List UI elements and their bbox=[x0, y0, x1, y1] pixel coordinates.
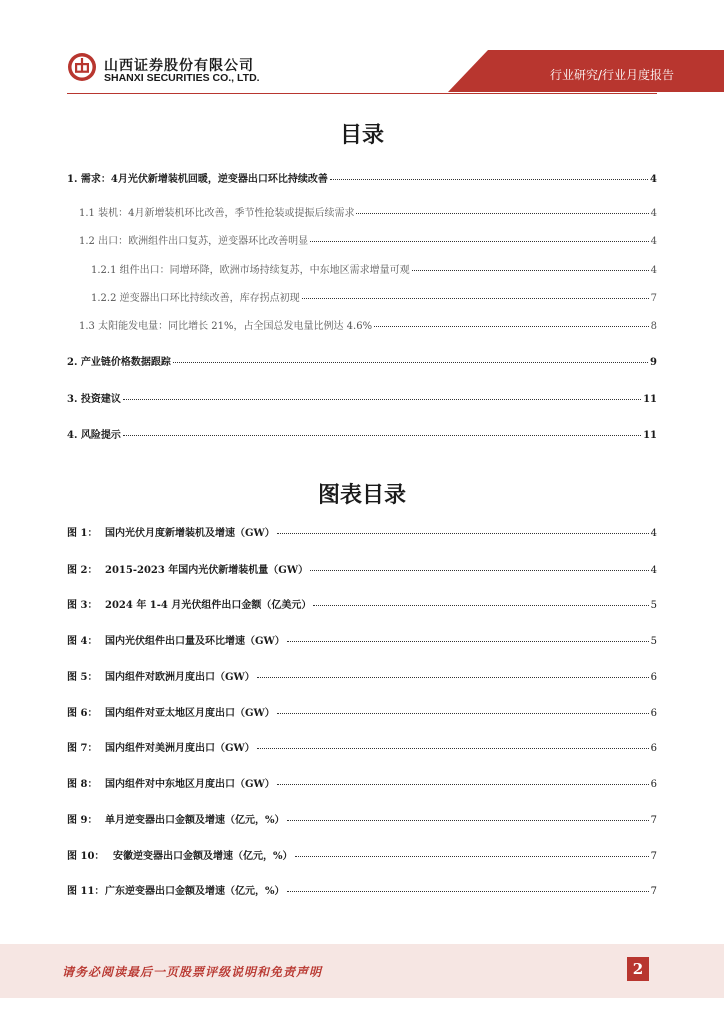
figure-label: 国内光伏月度新增装机及增速（GW） bbox=[105, 528, 275, 539]
toc-entry-page: 4 bbox=[650, 236, 657, 247]
leader-dots bbox=[287, 820, 649, 821]
figure-number: 图 6： bbox=[67, 708, 98, 719]
toc-entry-label: 4. 风险提示 bbox=[67, 430, 121, 441]
report-type: 行业研究/行业月度报告 bbox=[549, 68, 674, 82]
leader-dots bbox=[302, 298, 649, 299]
figure-entry[interactable] bbox=[67, 882, 657, 896]
figure-page: 5 bbox=[650, 636, 657, 647]
leader-dots bbox=[330, 179, 648, 180]
figure-page: 6 bbox=[650, 708, 657, 719]
leader-dots bbox=[313, 605, 648, 606]
figure-entry[interactable] bbox=[67, 775, 657, 789]
figure-number: 图 7： bbox=[67, 743, 98, 754]
figure-page: 7 bbox=[650, 815, 657, 826]
toc-entry-page: 4 bbox=[650, 208, 657, 219]
figure-entry[interactable] bbox=[67, 632, 657, 646]
leader-dots bbox=[295, 856, 649, 857]
shanxi-securities-logo-icon bbox=[67, 52, 97, 82]
toc-entry-page: 4 bbox=[650, 265, 657, 276]
figure-entry[interactable] bbox=[67, 668, 657, 682]
toc-entry-label: 1.2.1 组件出口：同增环降，欧洲市场持续复苏，中东地区需求增量可观 bbox=[91, 265, 410, 276]
toc-entry-page: 4 bbox=[650, 174, 657, 185]
figure-page: 5 bbox=[650, 600, 657, 611]
toc-entry-label: 3. 投资建议 bbox=[67, 394, 121, 405]
toc-entry-label: 1.2 出口：欧洲组件出口复苏，逆变器环比改善明显 bbox=[79, 236, 309, 247]
leader-dots bbox=[277, 784, 649, 785]
toc-entry-label: 1.1 装机：4月新增装机环比改善，季节性抢装或提振后续需求 bbox=[79, 208, 355, 219]
toc-title: 目录 bbox=[339, 123, 384, 148]
figure-entry[interactable] bbox=[67, 811, 657, 825]
figure-label: 2024 年 1-4 月光伏组件出口金额（亿美元） bbox=[105, 600, 312, 611]
leader-dots bbox=[287, 641, 649, 642]
figure-label: 国内组件对美洲月度出口（GW） bbox=[105, 743, 255, 754]
toc-entry-page: 7 bbox=[650, 293, 657, 304]
toc-entry[interactable] bbox=[91, 261, 657, 275]
figure-number: 图 3： bbox=[67, 600, 98, 611]
toc-entry-label: 2. 产业链价格数据跟踪 bbox=[67, 357, 171, 368]
figure-label: 2015-2023 年国内光伏新增装机量（GW） bbox=[105, 565, 309, 576]
figure-page: 6 bbox=[650, 743, 657, 754]
leader-dots bbox=[277, 533, 649, 534]
disclaimer-text: 请务必阅读最后一页股票评级说明和免责声明 bbox=[62, 965, 323, 979]
figure-page: 6 bbox=[650, 672, 657, 683]
page-header bbox=[0, 0, 724, 95]
figure-entry[interactable] bbox=[67, 847, 657, 861]
figure-entry[interactable] bbox=[67, 524, 657, 538]
leader-dots bbox=[310, 570, 649, 571]
toc-entry-page: 11 bbox=[643, 430, 657, 441]
leader-dots bbox=[412, 270, 649, 271]
figure-number: 图 10： bbox=[67, 851, 105, 862]
leader-dots bbox=[356, 213, 648, 214]
toc-entry[interactable] bbox=[67, 390, 657, 404]
company-name-en: SHANXI SECURITIES CO., LTD. bbox=[104, 72, 260, 84]
figure-number: 图 9： bbox=[67, 815, 98, 826]
leader-dots bbox=[374, 326, 649, 327]
toc-entry[interactable] bbox=[67, 170, 657, 184]
figure-page: 7 bbox=[650, 886, 657, 897]
toc-entry-label: 1.3 太阳能发电量：同比增长 21%，占全国总发电量比例达 4.6% bbox=[79, 321, 373, 332]
figure-entry[interactable] bbox=[67, 704, 657, 718]
toc-entry[interactable] bbox=[79, 232, 657, 246]
leader-dots bbox=[123, 399, 641, 400]
toc-entry[interactable] bbox=[67, 426, 657, 440]
figure-label: 单月逆变器出口金额及增速（亿元，%） bbox=[105, 815, 285, 826]
figure-number: 图 4： bbox=[67, 636, 98, 647]
figure-entry[interactable] bbox=[67, 596, 657, 610]
company-name-cn: 山西证券股份有限公司 bbox=[104, 58, 254, 74]
leader-dots bbox=[257, 748, 649, 749]
figure-page: 4 bbox=[650, 528, 657, 539]
figure-entry[interactable] bbox=[67, 739, 657, 753]
leader-dots bbox=[287, 891, 649, 892]
leader-dots bbox=[277, 713, 649, 714]
figure-number: 图 8： bbox=[67, 779, 98, 790]
figure-page: 4 bbox=[650, 565, 657, 576]
figure-label: 国内组件对中东地区月度出口（GW） bbox=[105, 779, 275, 790]
toc-entry-page: 9 bbox=[650, 357, 657, 368]
figure-number: 图 11： bbox=[67, 886, 105, 897]
page-number: 2 bbox=[627, 957, 649, 981]
toc-entry[interactable] bbox=[91, 289, 657, 303]
figure-page: 6 bbox=[650, 779, 657, 790]
toc-entry[interactable] bbox=[67, 353, 657, 367]
leader-dots bbox=[173, 362, 648, 363]
figure-page: 7 bbox=[650, 851, 657, 862]
leader-dots bbox=[257, 677, 649, 678]
figure-label: 安徽逆变器出口金额及增速（亿元，%） bbox=[113, 851, 293, 862]
figure-label: 国内组件对亚太地区月度出口（GW） bbox=[105, 708, 275, 719]
figure-number: 图 2： bbox=[67, 565, 98, 576]
figure-number: 图 5： bbox=[67, 672, 98, 683]
header-divider bbox=[67, 93, 657, 94]
leader-dots bbox=[123, 435, 641, 436]
figure-number: 图 1： bbox=[67, 528, 98, 539]
figure-label: 国内组件对欧洲月度出口（GW） bbox=[105, 672, 255, 683]
toc-entry-label: 1.2.2 逆变器出口环比持续改善，库存拐点初现 bbox=[91, 293, 300, 304]
figure-entry[interactable] bbox=[67, 561, 657, 575]
toc-entry[interactable] bbox=[79, 317, 657, 331]
figure-label: 国内光伏组件出口量及环比增速（GW） bbox=[105, 636, 285, 647]
figure-list-title: 图表目录 bbox=[317, 483, 406, 508]
toc-entry-page: 11 bbox=[643, 394, 657, 405]
leader-dots bbox=[310, 241, 649, 242]
figure-label: 广东逆变器出口金额及增速（亿元，%） bbox=[105, 886, 285, 897]
toc-entry[interactable] bbox=[79, 204, 657, 218]
toc-entry-page: 8 bbox=[650, 321, 657, 332]
toc-entry-label: 1. 需求：4月光伏新增装机回暖，逆变器出口环比持续改善 bbox=[67, 174, 328, 185]
